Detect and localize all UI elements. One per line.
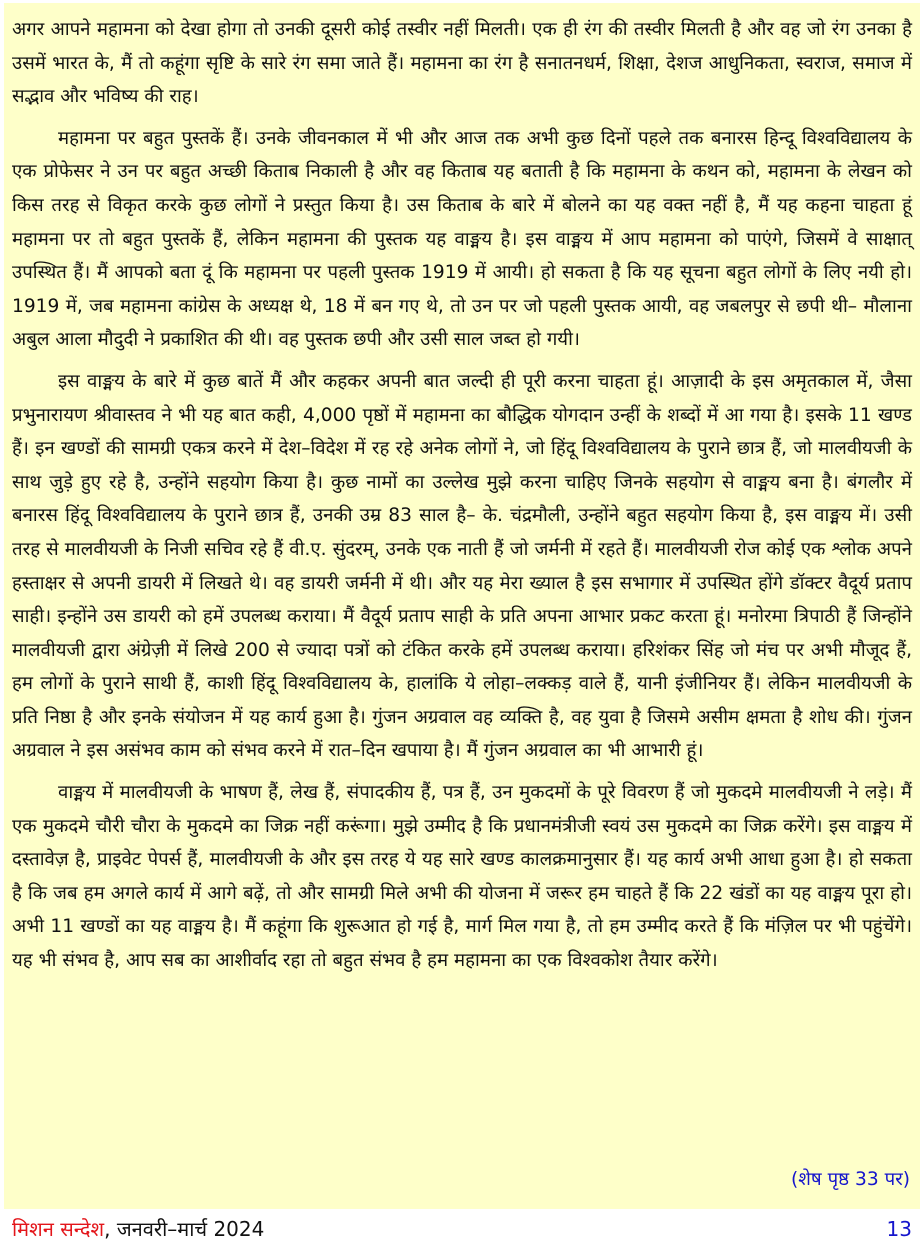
article-paragraph-1: अगर आपने महामना को देखा होगा तो उनकी दूसरी कोई तस्वीर नहीं मिलती। एक ही रंग की तस्वीर मिलती है और वह जो रंग उनका है उसमें भारत के, मैं तो कहूंगा सृष्टि के सारे रंग समा जाते हैं। महामना का रंग है सनातनधर्म, शिक्षा, देशज आधुनिकता, स्वराज, समाज में सद्भाव और भविष्य की राह। <box>12 19 912 108</box>
article-body <box>12 13 912 986</box>
publication-line <box>12 1214 264 1244</box>
magazine-name: मिशन सन्देश <box>12 1217 105 1241</box>
article-sheet <box>4 3 920 1209</box>
article-paragraph-4: वाङ्मय में मालवीयजी के भाषण हैं, लेख हैं, संपादकीय हैं, पत्र हैं, उन मुकदमों के पूरे विवरण हैं जो मुकदमे मालवीयजी ने लड़े। मैं एक मुकदमे चौरी चौरा के मुकदमे का जिक्र नहीं करूंगा। मुझे उम्मीद है कि प्रधानमंत्रीजी स्वयं उस मुकदमे का जिक्र करेंगे। इस वाङ्मय में दस्तावेज़ है, प्राइवेट पेपर्स हैं, मालवीयजी के और इस तरह ये यह सारे खण्ड कालक्रमानुसार हैं। यह कार्य अभी आधा हुआ है। हो सकता है कि जब हम अगले कार्य में आगे बढ़ें, तो और सामग्री मिले अभी की योजना में जरूर हम चाहते हैं कि 22 खंडों का यह वाङ्मय पूरा हो। अभी 11 खण्डों का यह वाङ्मय है। मैं कहूंगा कि शुरूआत हो गई है, मार्ग मिल गया है, तो हम उम्मीद करते हैं कि मंज़िल पर भी पहुंचेंगे। यह भी संभव है, आप सब का आशीर्वाद रहा तो बहुत संभव है हम महामना का एक विश्वकोश तैयार करेंगे। <box>12 782 912 972</box>
continued-note: (शेष पृष्ठ 33 पर) <box>791 1169 910 1190</box>
page-footer <box>0 1212 924 1248</box>
article-paragraph-3: इस वाङ्मय के बारे में कुछ बातें मैं और कहकर अपनी बात जल्दी ही पूरी करना चाहता हूं। आज़ादी के इस अमृतकाल में, जैसा प्रभुनारायण श्रीवास्तव ने भी यह बात कही, 4,000 पृष्ठों में महामना का बौद्धिक योगदान उन्हीं के शब्दों में आ गया है। इसके 11 खण्ड हैं। इन खण्डों की सामग्री एकत्र करने में देश–विदेश में रह रहे अनेक लोगों ने, जो हिंदू विश्वविद्यालय के पुराने छात्र हैं, जो मालवीयजी के साथ जुड़े हुए रहे है, उन्होंने सहयोग किया है। कुछ नामों का उल्लेख मुझे करना चाहिए जिनके सहयोग से वाङ्मय बना है। बंगलौर में बनारस हिंदू विश्वविद्यालय के पुराने छात्र हैं, उनकी उम्र 83 साल है– के. चंद्रमौली, उन्होंने बहुत सहयोग किया है, इस वाङ्मय में। उसी तरह से मालवीयजी के निजी सचिव रहे हैं वी.ए. सुंदरम्, उनके एक नाती हैं जो जर्मनी में रहते हैं। मालवीयजी रोज कोई एक श्लोक अपने हस्ताक्षर से अपनी डायरी में लिखते थे। वह डायरी जर्मनी में थी। और यह मेरा ख्याल है इस सभागार में उपस्थित होंगे डॉक्टर वैदूर्य प्रताप साही। इन्होंने उस डायरी को हमें उपलब्ध कराया। मैं वैदूर्य प्रताप साही के प्रति अपना आभार प्रकट करता हूं। मनोरमा त्रिपाठी हैं जिन्होंने मालवीयजी द्वारा अंग्रेज़ी में लिखे 200 से ज्यादा पत्रों को टंकित करके हमें उपलब्ध कराया। हरिशंकर सिंह जो मंच पर अभी मौजूद हैं, हम लोगों के पुराने साथी हैं, काशी हिंदू विश्वविद्यालय के, हालांकि ये लोहा–लक्कड़ वाले हैं, यानी इंजीनियर हैं। लेकिन मालवीयजी के प्रति निष्ठा है और इनके संयोजन में यह कार्य हुआ है। गुंजन अग्रवाल वह व्यक्ति है, वह युवा है जिसमे असीम क्षमता है शोध की। गुंजन अग्रवाल ने इस असंभव काम को संभव करने में रात–दिन खपाया है। मैं गुंजन अग्रवाल का भी आभारी हूं। <box>12 370 912 762</box>
issue-date: , जनवरी–मार्च 2024 <box>104 1217 265 1241</box>
page-number: 13 <box>886 1217 912 1241</box>
article-paragraph-2: महामना पर बहुत पुस्तकें हैं। उनके जीवनकाल में भी और आज तक अभी कुछ दिनों पहले तक बनारस हिन्दू विश्वविद्यालय के एक प्रोफेसर ने उन पर बहुत अच्छी किताब निकाली है और वह किताब यह बताती है कि महामना के कथन को, महामना के लेखन को किस तरह से विकृत करके कुछ लोगों ने प्रस्तुत किया है। उस किताब के बारे में बोलने का यह वक्त नहीं है, मैं यह कहना चाहता हूं महामना पर तो बहुत पुस्तकें हैं, लेकिन महामना की पुस्तक यह वाङ्मय है। इस वाङ्मय में आप महामना को पाएंगे, जिसमें वे साक्षात् उपस्थित हैं। मैं आपको बता दूं कि महामना पर पहली पुस्तक 1919 में आयी। हो सकता है कि यह सूचना बहुत लोगों के लिए नयी हो। 1919 में, जब महामना कांग्रेस के अध्यक्ष थे, 18 में बन गए थे, तो उन पर जो पहली पुस्तक आयी, वह जबलपुर से छपी थी– मौलाना अबुल आला मौदुदी ने प्रकाशित की थी। वह पुस्तक छपी और उसी साल जब्त हो गयी। <box>12 127 913 351</box>
